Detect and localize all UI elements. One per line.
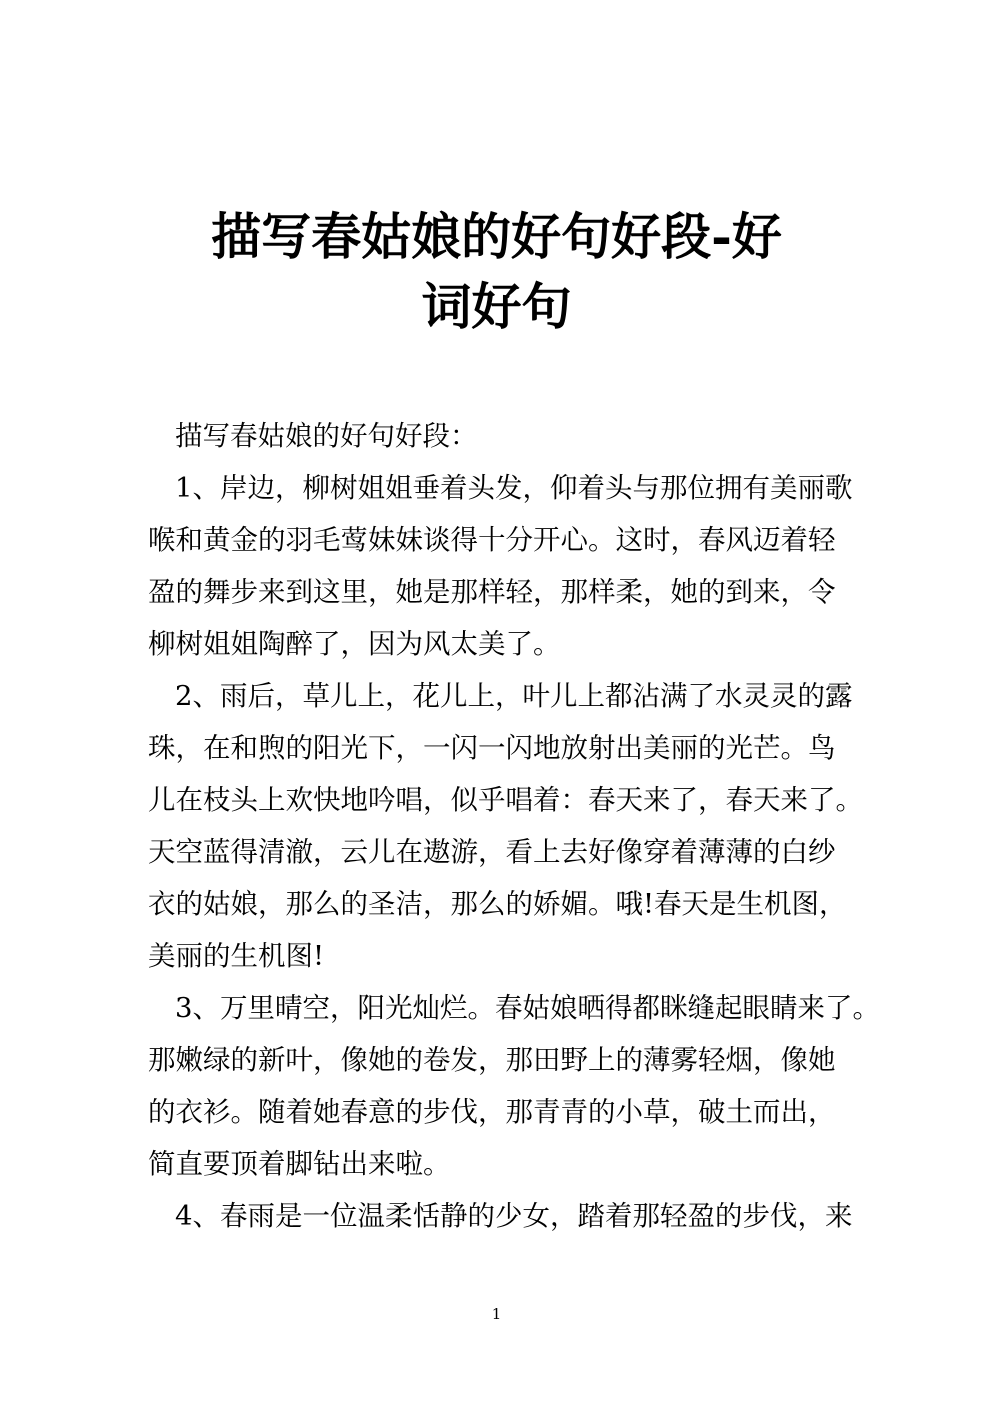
paragraph-2-line-5: 衣的姑娘，那么的圣洁，那么的娇媚。哦!春天是生机图， xyxy=(148,888,847,920)
paragraph-1 xyxy=(148,462,853,670)
paragraph-2-line-3: 儿在枝头上欢快地吟唱，似乎唱着：春天来了，春天来了。 xyxy=(148,784,863,816)
page-title-line-2: 词好句 xyxy=(421,276,572,336)
paragraph-4 xyxy=(148,1190,853,1242)
document-body xyxy=(148,410,880,1242)
paragraph-3-line-1: 3、万里晴空，阳光灿烂。春姑娘晒得都眯缝起眼睛来了。 xyxy=(175,992,880,1024)
paragraph-3 xyxy=(148,982,880,1190)
paragraph-3-line-3: 的衣衫。随着她春意的步伐，那青青的小草，破土而出， xyxy=(148,1096,836,1128)
paragraph-2 xyxy=(148,670,863,982)
paragraph-2-line-4: 天空蓝得清澈，云儿在遨游，看上去好像穿着薄薄的白纱 xyxy=(148,836,836,868)
paragraph-1-line-4: 柳树姐姐陶醉了，因为风太美了。 xyxy=(148,628,561,660)
intro-line: 描写春姑娘的好句好段： xyxy=(175,420,478,452)
paragraph-2-line-6: 美丽的生机图! xyxy=(148,940,325,972)
page-title-line-1: 描写春姑娘的好句好段-好 xyxy=(211,206,782,266)
paragraph-2-line-1: 2、雨后，草儿上，花儿上，叶儿上都沾满了水灵灵的露 xyxy=(175,680,853,712)
paragraph-2-line-2: 珠，在和煦的阳光下，一闪一闪地放射出美丽的光芒。鸟 xyxy=(148,732,836,764)
paragraph-1-line-2: 喉和黄金的羽毛莺妹妹谈得十分开心。这时，春风迈着轻 xyxy=(148,524,836,556)
paragraph-3-line-4: 简直要顶着脚钻出来啦。 xyxy=(148,1148,451,1180)
page-number: 1 xyxy=(491,1305,502,1323)
paragraph-1-line-1: 1、岸边，柳树姐姐垂着头发，仰着头与那位拥有美丽歌 xyxy=(175,472,853,504)
paragraph-3-line-2: 那嫩绿的新叶，像她的卷发，那田野上的薄雾轻烟，像她 xyxy=(148,1044,836,1076)
page-title xyxy=(120,202,873,342)
intro-paragraph xyxy=(148,410,840,462)
paragraph-4-line-1: 4、春雨是一位温柔恬静的少女，踏着那轻盈的步伐，来 xyxy=(175,1200,853,1232)
paragraph-1-line-3: 盈的舞步来到这里，她是那样轻，那样柔，她的到来，令 xyxy=(148,576,836,608)
